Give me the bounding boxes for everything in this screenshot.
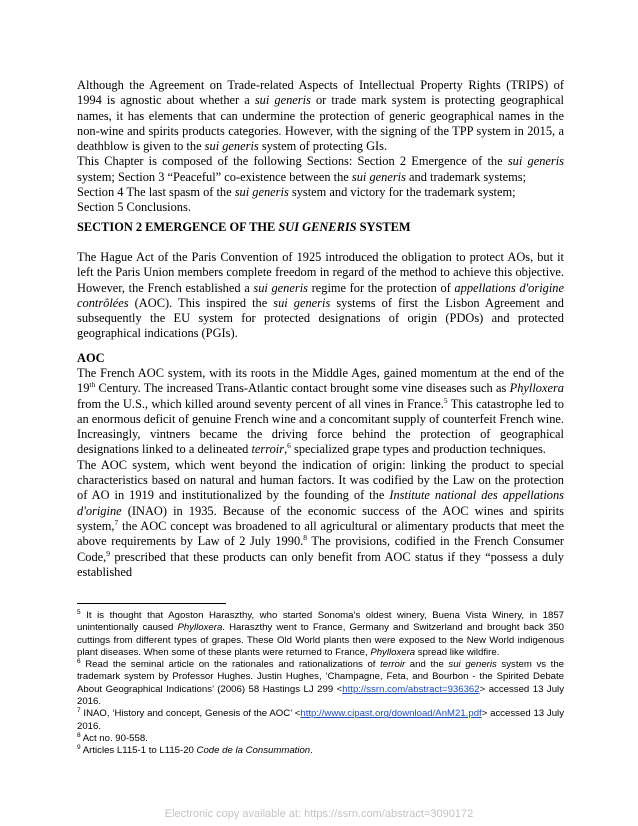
footnote-ref-7[interactable]: 7: [114, 517, 119, 527]
footnote-5: $^5$ It is thought that Agoston Haraszthy, who started Sonoma’s oldest winery, Buena Vista Winery, in 1857 unintentionally caused Phylloxera. Haraszthy went to France, Germany and Switzerland and brought back 350 cuttings from different types of grapes. These Old World plants then were exposed to the New World indigenous plant diseases. When some of these plants were returned to France, Phylloxera spread like wildfire.: [77, 608, 565, 658]
footnote-ref-8[interactable]: 8: [303, 533, 307, 543]
footnote-divider: [77, 603, 226, 604]
section2-heading: SECTION 2 EMERGENCE OF THE SUI GENERIS SYSTEM: [77, 220, 411, 234]
chapter-outline-paragraph: This Chapter is composed of the following Sections: Section 2 Emergence of the sui generis system; Section 3 “Peaceful” co-existence between the sui generis and trademark systems;: [77, 154, 564, 184]
aoc-body: [77, 366, 564, 580]
intro-block: [77, 78, 564, 216]
aoc-heading: AOC: [77, 351, 105, 365]
footnote-ref-6[interactable]: 6: [287, 441, 291, 451]
aoc-paragraph-1: The French AOC system, with its roots in the Middle Ages, gained momentum at the end of the 19th Century. The increased Trans-Atlantic contact brought some vine diseases such as Phylloxera from the U.S., which killed around seventy percent of all vines in France.$^5$ This catastrophe led to an enormous deficit of genuine French wine and a concomitant supply of counterfeit French wine. Increasingly, vintners became the driving force behind the protection of geographical designations linked to a delineated terroir,$^6$ specialized grape types and production techniques.: [77, 366, 564, 457]
footnote-8: $^8$ Act no. 90-558.: [77, 731, 148, 744]
footnote-9: $^9$ Articles L115-1 to L115-20 Code de la Consummation.: [77, 744, 313, 757]
footnotes: [77, 610, 564, 758]
footnote-6: $^6$ Read the seminal article on the rationales and rationalizations of terroir and the sui generis system vs the trademark system by Professor Hughes. Justin Hughes, ‘Champagne, Feta, and Bourbon - the Spirited Debate About Geographical Indications’ (2006) 58 Hastings LJ 299 <http://ssrn.com/abstract=936362> accessed 13 July 2016.: [77, 658, 565, 708]
aoc-paragraph-2: The AOC system, which went beyond the indication of origin: linking the product to special characteristics based on natural and human factors. It was codified by the Law on the protection of AO in 1919 and institutionalized by the founding of the Institute national des appellations d'origine (INAO) in 1935. Because of the economic success of the AOC wines and spirits system,$^7$ the AOC concept was broadened to all agricultural or alimentary products that meet the above requirements by Law of 2 July 1990.$^8$ The provisions, codified in the French Consumer Code,$^9$ prescribed that these products can only benefit from AOC status if they “possess a duly established: [77, 457, 564, 579]
chapter-outline-section4: Section 4 The last spasm of the sui generis system and victory for the trademark system;: [77, 185, 516, 200]
footnote-ref-9[interactable]: 9: [106, 548, 111, 558]
cipast-link[interactable]: http://www.cipast.org/download/AnM21.pdf: [300, 708, 482, 720]
footnote-ref-5[interactable]: 5: [443, 395, 448, 405]
section2-paragraph: The Hague Act of the Paris Convention of 1925 introduced the obligation to protect AOs, but it left the Paris Union members complete freedom in regard of the method to achieve this objective. However, the French established a sui generis regime for the protection of appellations d'origine contrôlées (AOC). This inspired the sui generis systems of first the Lisbon Agreement and subsequently the EU system for protected designations of origin (PDOs) and protected geographical indications (PGIs).: [77, 250, 564, 341]
chapter-outline-section5: Section 5 Conclusions.: [77, 200, 191, 215]
intro-paragraph: Although the Agreement on Trade-related Aspects of Intellectual Property Rights (TRIPS) of 1994 is agnostic about whether a sui generis or trade mark system is protecting geographical names, it has elements that can undermine the protection of generic geographical names in the non-wine and spirits products categories. However, with the signing of the TPP system in 2015, a deathblow is given to the sui generis system of protecting GIs.: [77, 78, 564, 154]
electronic-copy-footer: Electronic copy available at: https://ssrn.com/abstract=3090172: [164, 808, 474, 820]
footnote-7: $^7$ INAO, ‘History and concept, Genesis of the AOC’ <http://www.cipast.org/download/AnM21.pdf> accessed 13 July 2016.: [77, 707, 564, 732]
ssrn-link[interactable]: http://ssrn.com/abstract=936362: [342, 683, 480, 695]
